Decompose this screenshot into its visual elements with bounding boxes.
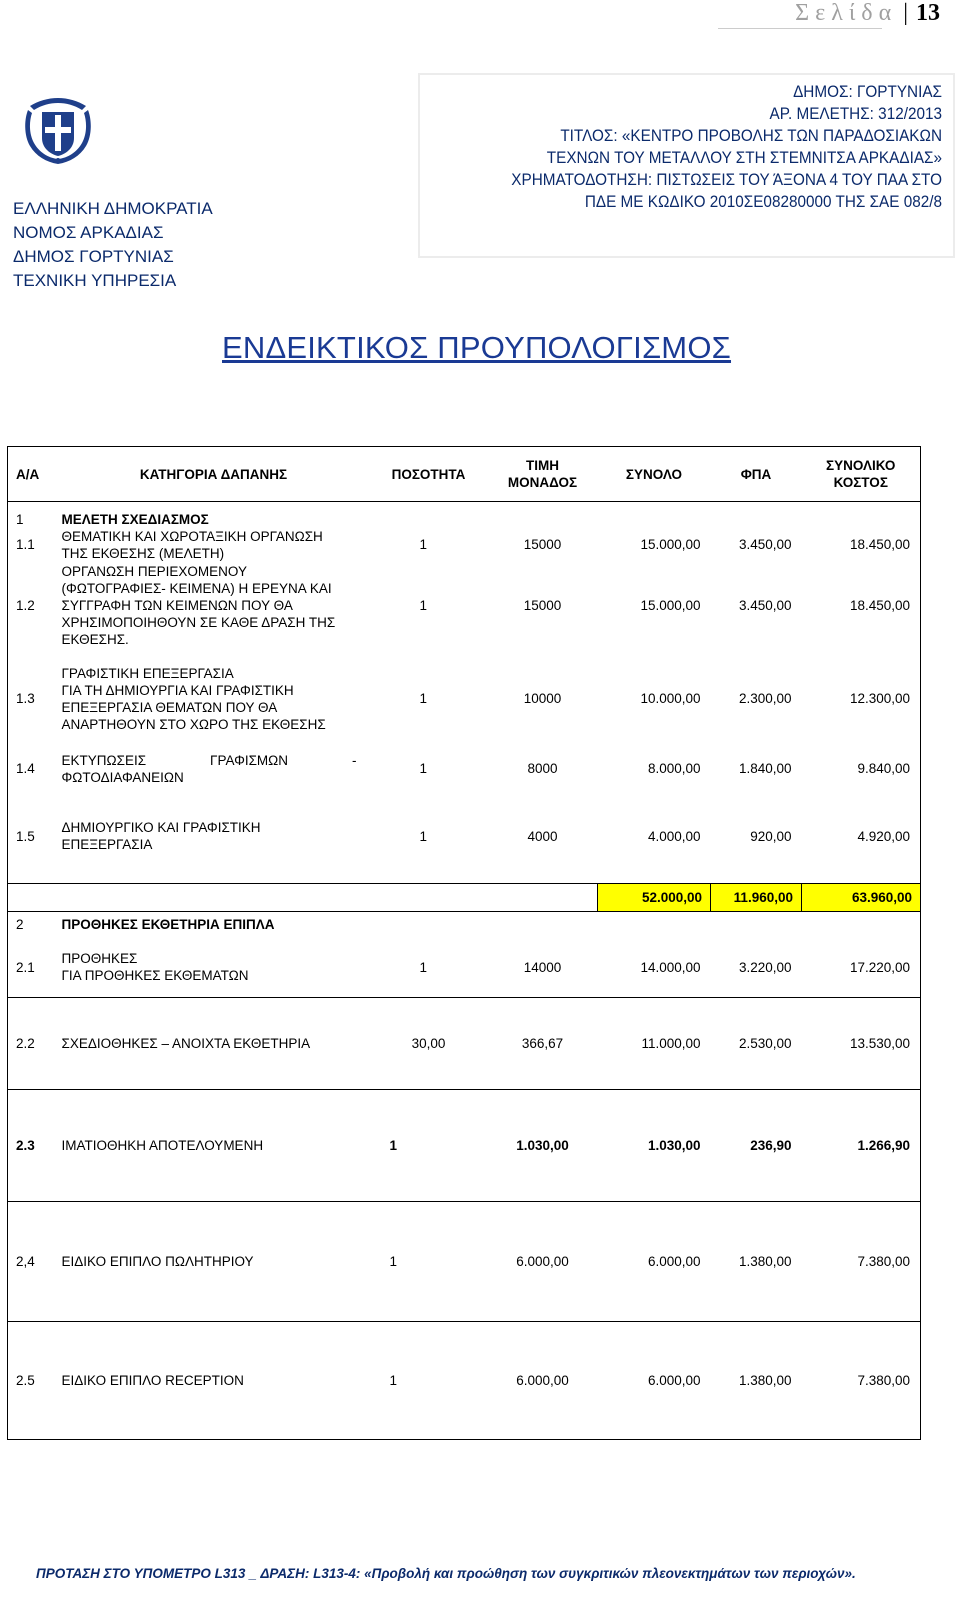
row-desc-line: ΟΡΓΑΝΩΣΗ ΠΕΡΙΕΧΟΜΕΝΟΥ [61,564,247,579]
row-unit-price: 366,67 [488,998,598,1090]
row-desc-line: (ΦΩΤΟΓΡΑΦΙΕΣ- ΚΕΙΜΕΝΑ) Η ΕΡΕΥΝΑ ΚΑΙ [61,581,332,596]
row-description: ΙΜΑΤΙΟΘΗΚΗ ΑΠΟΤΕΛΟΥΜΕΝΗ [58,1090,370,1202]
row-total-cost: 17.220,00 [802,938,921,998]
page-number: 13 [916,0,940,26]
row-quantity: 1 [419,761,428,776]
row-description [58,528,370,562]
row-vat: 3.450,00 [738,537,792,552]
row-desc-line: ΕΠΕΞΕΡΓΑΣΙΑ [61,837,153,853]
row-desc-line: ΑΝΑΡΤΗΘΟΥΝ ΣΤΟ ΧΩΡΟ ΤΗΣ ΕΚΘΕΣΗΣ [61,716,326,732]
row-vat: 1.380,00 [711,1322,802,1440]
row-unit-price: 15000 [523,537,562,552]
row-quantity: 1 [419,691,428,706]
header-total-cost-line-2: ΚΟΣΤΟΣ [833,475,888,490]
header-unit-price-line-2: ΜΟΝΑΔΟΣ [507,475,578,490]
table-row [8,1090,921,1202]
row-aa: 1.1 [8,528,58,562]
row-aa: 1.3 [8,650,58,748]
row-aa: 2.5 [8,1322,58,1440]
group-aa: 1 [8,502,58,528]
row-vat: 1.380,00 [711,1202,802,1322]
row-quantity: 1 [370,938,488,998]
row-desc-line: ΔΗΜΙΟΥΡΓΙΚΟ ΚΑΙ ΓΡΑΦΙΣΤΙΚΗ [61,820,261,836]
project-info-text [472,81,942,213]
org-line-prefecture: ΝΟΜΟΣ ΑΡΚΑΔΙΑΣ [13,223,164,242]
row-quantity: 30,00 [370,998,488,1090]
row-aa: 1.5 [8,790,58,884]
row-desc-line: ΠΡΟΘΗΚΕΣ [61,951,138,967]
row-description [58,650,370,748]
row-unit-price: 4000 [488,790,598,884]
table-row [8,650,921,748]
table-row [8,562,921,650]
row-total-cost: 12.300,00 [802,650,921,748]
organization-block [13,197,213,293]
project-study-number: ΑΡ. ΜΕΛΕΤΗΣ: 312/2013 [769,104,942,123]
row-aa: 1.2 [8,562,58,650]
table-header-row [8,447,921,502]
row-total-cost: 18.450,00 [802,562,921,650]
subtotal-vat: 11.960,00 [711,884,802,912]
project-funding-line-1: ΧΡΗΜΑΤΟΔΟΤΗΣΗ: ΠΙΣΤΩΣΕΙΣ ΤΟΥ ΆΞΟΝΑ 4 ΤΟΥ ΠΑΑ ΣΤΟ [511,170,942,189]
row-quantity: 1 [370,1202,488,1322]
budget-table [7,446,921,1440]
row-total: 4.000,00 [598,790,711,884]
row-unit-price: 15000 [523,598,562,613]
header-vat: ΦΠΑ [711,447,802,502]
header-total: ΣΥΝΟΛΟ [598,447,711,502]
header-aa: Α/Α [8,447,58,502]
row-aa: 1.4 [8,748,58,790]
project-municipality: ΔΗΜΟΣ: ΓΟΡΤΥΝΙΑΣ [793,82,942,101]
row-desc-line: ΤΗΣ ΕΚΘΕΣΗΣ (ΜΕΛΕΤΗ) [61,545,225,561]
row-aa: 2.1 [8,938,58,998]
table-row [8,748,921,790]
group-title: ΠΡΟΘΗΚΕΣ ΕΚΘΕΤΗΡΙΑ ΕΠΙΠΛΑ [58,912,370,938]
row-vat: 1.840,00 [738,761,792,776]
row-unit-price: 1.030,00 [488,1090,598,1202]
row-total: 14.000,00 [598,938,711,998]
row-total: 6.000,00 [598,1202,711,1322]
row-total: 15.000,00 [640,598,701,613]
row-vat: 920,00 [711,790,802,884]
row-unit-price: 14000 [488,938,598,998]
page-separator: | [903,0,908,26]
row-description: ΣΧΕΔΙΟΘΗΚΕΣ – ΑΝΟΙΧΤΑ ΕΚΘΕΤΗΡΙΑ [58,998,370,1090]
group-aa: 2 [8,912,58,938]
project-title-line-2: ΤΕΧΝΩΝ ΤΟΥ ΜΕΤΑΛΛΟΥ ΣΤΗ ΣΤΕΜΝΙΤΣΑ ΑΡΚΑΔΙΑΣ» [546,148,942,167]
page-number-label [640,0,940,26]
row-desc-line: ΣΥΓΓΡΑΦΗ ΤΩΝ ΚΕΙΜΕΝΩΝ ΠΟΥ ΘΑ [61,598,293,613]
subtotal-cost: 63.960,00 [802,884,921,912]
row-total-cost: 9.840,00 [802,748,921,790]
row-desc-line: ΦΩΤΟΔΙΑΦΑΝΕΙΩΝ [61,769,184,785]
row-description [58,790,370,884]
org-line-country: ΕΛΛΗΝΙΚΗ ΔΗΜΟΚΡΑΤΙΑ [13,199,213,218]
header-total-cost [802,447,921,502]
row-aa: 2.3 [8,1090,58,1202]
row-description [58,562,370,650]
project-title-line-1: ΤΙΤΛΟΣ: «ΚΕΝΤΡΟ ΠΡΟΒΟΛΗΣ ΤΩΝ ΠΑΡΑΔΟΣΙΑΚΩΝ [560,126,942,145]
row-total-cost: 4.920,00 [802,790,921,884]
org-line-department: ΤΕΧΝΙΚΗ ΥΠΗΡΕΣΙΑ [13,271,177,290]
row-description: ΕΙΔΙΚΟ ΕΠΙΠΛΟ ΠΩΛΗΤΗΡΙΟΥ [58,1202,370,1322]
row-desc-line: ΕΚΘΕΣΗΣ. [61,632,129,647]
header-quantity: ΠΟΣΟΤΗΤΑ [370,447,488,502]
row-total: 15.000,00 [640,537,701,552]
greek-coat-of-arms-icon [22,96,94,166]
org-line-municipality: ΔΗΜΟΣ ΓΟΡΤΥΝΙΑΣ [13,247,174,266]
row-desc-line: ΧΡΗΣΙΜΟΠΟΙΗΘΟΥΝ ΣΕ ΚΑΘΕ ΔΡΑΣΗ ΤΗΣ [61,615,336,630]
row-quantity: 1 [370,1322,488,1440]
row-aa: 2.2 [8,998,58,1090]
footer-note: ΠΡΟΤΑΣΗ ΣΤΟ ΥΠΟΜΕΤΡΟ L313 _ ΔΡΑΣΗ: L313-4: «Προβολή και προώθηση των συγκριτικών πλεονεκτημάτων των περιοχών». [36,1566,856,1581]
row-vat: 2.300,00 [738,691,792,706]
row-unit-price: 6.000,00 [488,1322,598,1440]
row-vat: 3.220,00 [711,938,802,998]
row-desc-line: ΕΠΕΞΕΡΓΑΣΙΑ ΘΕΜΑΤΩΝ ΠΟΥ ΘΑ [61,699,278,715]
row-total-cost: 7.380,00 [802,1202,921,1322]
group-row [8,912,921,938]
header-rule [718,28,882,29]
row-total: 10.000,00 [640,691,701,706]
budget-title: ΕΝΔΕΙΚΤΙΚΟΣ ΠΡΟΥΠΟΛΟΓΙΣΜΟΣ [222,330,732,365]
table-row [8,1322,921,1440]
subtotal-row [8,884,921,912]
row-quantity: 1 [370,1090,488,1202]
row-total-cost: 7.380,00 [802,1322,921,1440]
page-word: Σελίδα [795,0,898,26]
row-unit-price: 6.000,00 [488,1202,598,1322]
project-funding-line-2: ΠΔΕ ΜΕ ΚΩΔΙΚΟ 2010ΣΕ08280000 ΤΗΣ ΣΑΕ 082/8 [584,192,942,211]
row-total: 8.000,00 [647,761,701,776]
row-description: ΕΙΔΙΚΟ ΕΠΙΠΛΟ RECEPTION [58,1322,370,1440]
row-vat: 236,90 [711,1090,802,1202]
table-row [8,938,921,998]
row-desc-line: ΓΙΑ ΤΗ ΔΗΜΙΟΥΡΓΙΑ ΚΑΙ ΓΡΑΦΙΣΤΙΚΗ [61,682,294,698]
row-desc-line: ΘΕΜΑΤΙΚΗ ΚΑΙ ΧΩΡΟΤΑΞΙΚΗ ΟΡΓΑΝΩΣΗ [61,528,323,544]
table-row [8,1202,921,1322]
row-desc-line: ΓΡΑΦΙΣΤΙΚΗ ΕΠΕΞΕΡΓΑΣΙΑ [61,665,234,681]
group-row [8,502,921,528]
row-total-cost: 13.530,00 [802,998,921,1090]
row-unit-price: 10000 [523,691,562,706]
row-unit-price: 8000 [527,761,558,776]
row-quantity: 1 [419,537,428,552]
row-total: 6.000,00 [598,1322,711,1440]
row-desc-line: ΓΙΑ ΠΡΟΘΗΚΕΣ ΕΚΘΕΜΑΤΩΝ [61,968,249,984]
table-row [8,528,921,562]
subtotal-total: 52.000,00 [598,884,711,912]
row-description [58,938,370,998]
row-total-cost: 1.266,90 [802,1090,921,1202]
header-unit-price-line-1: ΤΙΜΗ [526,458,559,473]
header-category: ΚΑΤΗΓΟΡΙΑ ΔΑΠΑΝΗΣ [58,447,370,502]
row-vat: 2.530,00 [711,998,802,1090]
row-quantity: 1 [370,790,488,884]
row-vat: 3.450,00 [738,598,792,613]
group-title: ΜΕΛΕΤΗ ΣΧΕΔΙΑΣΜΟΣ [61,511,209,527]
row-total: 1.030,00 [598,1090,711,1202]
row-total: 11.000,00 [598,998,711,1090]
row-desc-line: ΕΚΤΥΠΩΣΕΙΣ ΓΡΑΦΙΣΜΩΝ - [61,752,357,768]
row-total-cost: 18.450,00 [802,528,921,562]
header-unit-price [488,447,598,502]
table-row [8,790,921,884]
table-row [8,998,921,1090]
row-aa: 2,4 [8,1202,58,1322]
row-quantity: 1 [419,598,428,613]
row-description [58,748,370,790]
header-total-cost-line-1: ΣΥΝΟΛΙΚΟ [826,458,896,473]
